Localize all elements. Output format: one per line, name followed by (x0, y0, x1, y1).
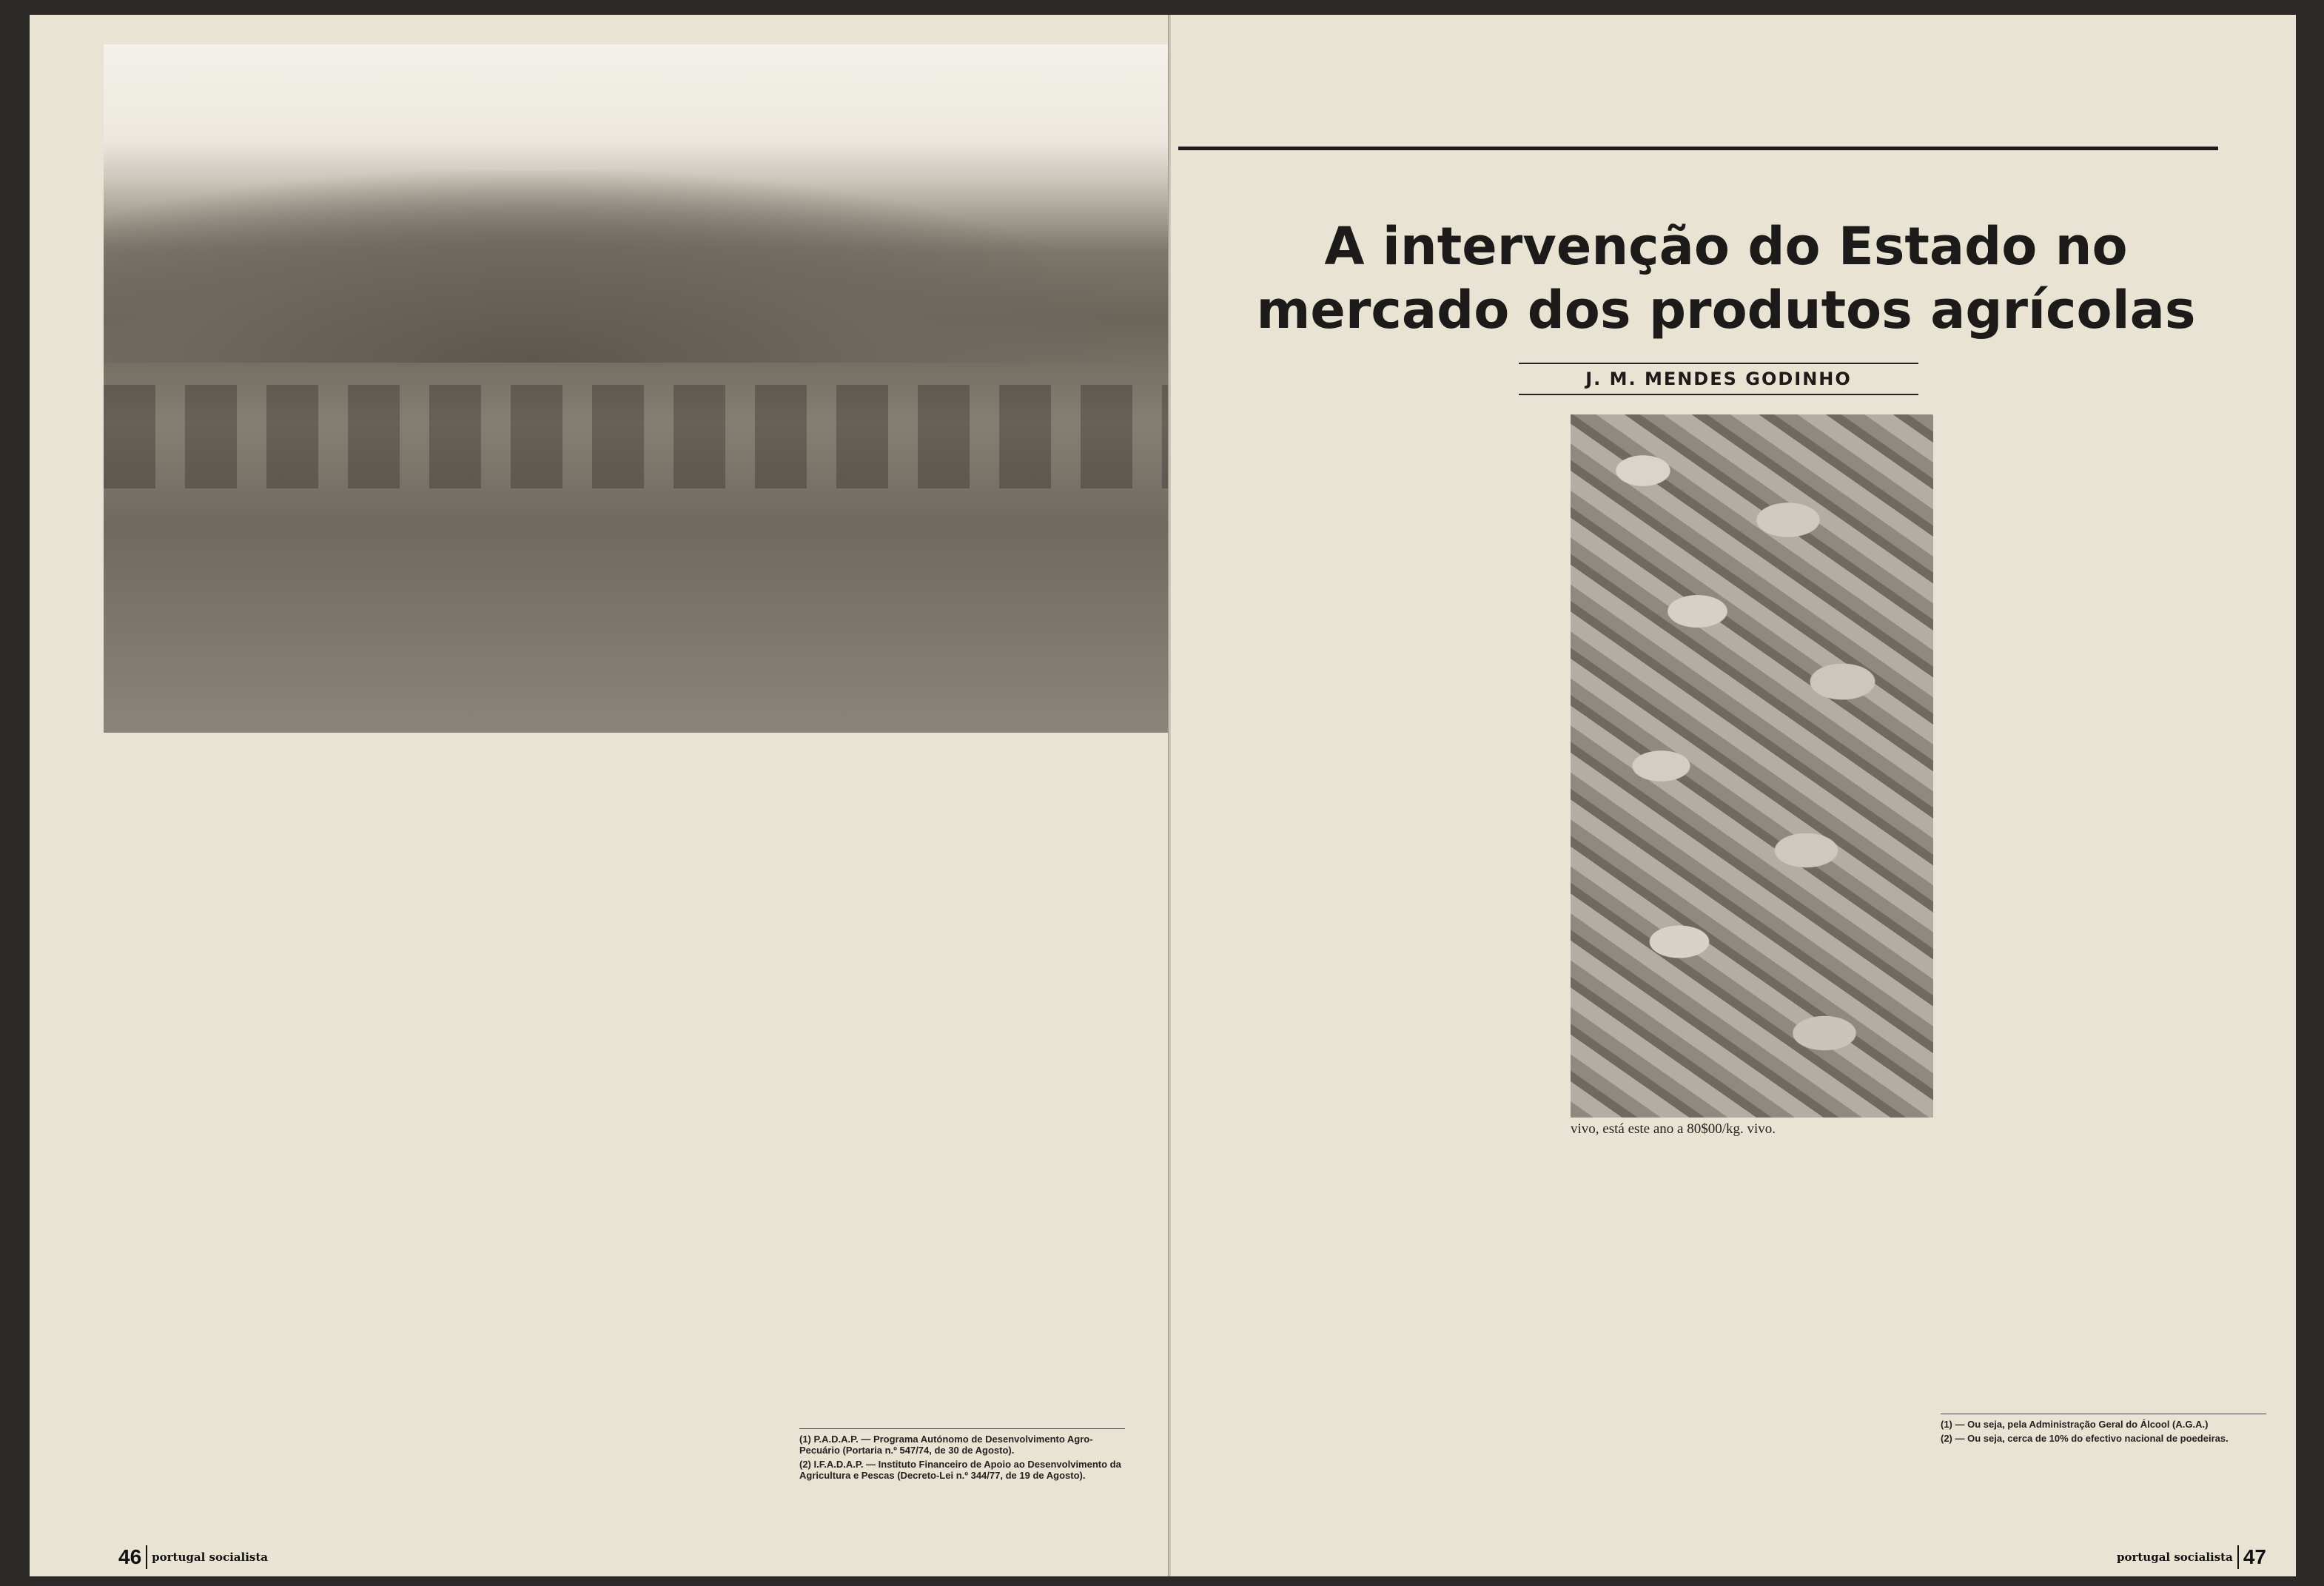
page-number: 47 (2243, 1545, 2266, 1568)
sheep-flock-photo (1571, 414, 1933, 1118)
footnote-1: (1) — Ou seja, pela Administração Geral do Álcool (A.G.A.) (1941, 1419, 2209, 1430)
right-folio (2117, 1545, 2266, 1569)
article-headline: A intervenção do Estado no mercado dos produtos agrícolas (1256, 216, 2196, 340)
right-footnotes (1941, 1414, 2266, 1447)
magazine-brand-logo: portugal socialista (152, 1550, 269, 1564)
right-page (1171, 15, 2296, 1576)
footnote-2: (2) I.F.A.D.A.P. — Instituto Financeiro de Apoio ao Desenvolvimento da Agricultura e Pescas (Decreto-Lei n.º 344/77, de 19 de Agosto). (799, 1459, 1121, 1481)
left-footnotes (799, 1428, 1125, 1484)
footnote-1: (1) P.A.D.A.P. — Programa Autónomo de Desenvolvimento Agro-Pecuário (Portaria n.º 547/74, de 30 de Agosto). (799, 1434, 1093, 1456)
header-rule (1178, 147, 2218, 150)
pasture-cattle-photo (104, 44, 1169, 733)
magazine-brand-logo: portugal socialista (2116, 1550, 2233, 1564)
byline: J. M. MENDES GODINHO (1585, 369, 1852, 389)
page-number: 46 (118, 1545, 142, 1568)
photo-caption: vivo, está este ano a 80$00/kg. vivo. (1571, 1121, 1776, 1137)
left-folio (118, 1545, 268, 1569)
left-page (30, 15, 1169, 1576)
footnote-2: (2) — Ou seja, cerca de 10% do efectivo nacional de poedeiras. (1941, 1433, 2229, 1444)
byline-box (1519, 363, 1918, 395)
